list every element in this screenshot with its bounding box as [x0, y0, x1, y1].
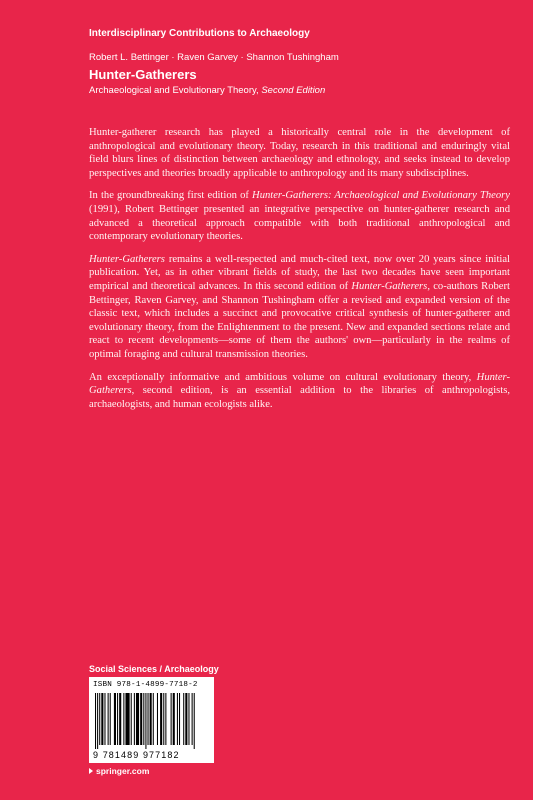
barcode-bar	[150, 693, 152, 745]
barcode-bars	[93, 693, 210, 749]
header-block	[89, 28, 509, 96]
barcode-bar	[157, 693, 158, 745]
book-authors: Robert L. Bettinger · Raven Garvey · Shannon Tushingham	[89, 52, 339, 63]
subtitle-main: Archaeological and Evolutionary Theory,	[89, 85, 262, 96]
arrow-icon	[89, 768, 93, 774]
p3-book-title-1: Hunter-Gatherers	[89, 253, 165, 265]
p2-text-b: (1991), Robert Bettinger presented an integrative perspective on hunter-gatherer research and advanced a theoretical approach compatible with both traditional anthropological and contemporary evolutionary theories.	[89, 203, 510, 243]
barcode-bar	[143, 693, 144, 745]
p2-book-title: Hunter-Gatherers: Archaeological and Evolutionary Theory	[252, 190, 510, 202]
barcode	[89, 677, 214, 763]
isbn-label: ISBN 978-1-4899-7718-2	[93, 681, 198, 689]
blurb-text	[89, 126, 510, 411]
barcode-bar	[95, 693, 96, 749]
p3-book-title-2: Hunter-Gatherers	[351, 280, 428, 292]
blurb-paragraph-2	[89, 189, 510, 243]
series-title: Interdisciplinary Contributions to Archaeology	[89, 28, 310, 39]
barcode-bar	[145, 693, 146, 749]
p3-text-a: remains a well-respected and much-cited text, now over 20 years since initial publication. Yet, as in other vibrant fields of study, the last two decades have seen important empirical and theoretical advances. In this second edition of	[89, 253, 510, 292]
blurb-paragraph-4	[89, 371, 510, 412]
barcode-bar	[97, 693, 98, 749]
p3-text-b: , co-authors Robert Bettinger, Raven Garvey, and Shannon Tushingham offer a revised and expanded version of the classic text, which includes a succinct and provocative critical synthesis of hunter-gatherer and evolutionary theory, from the Enlightenment to the present. New and expanded sections relate and react to recent developments—some of them the authors' own—particularly in the realms of optimal foraging and cultural transmission theories.	[89, 280, 510, 360]
barcode-bar	[140, 693, 142, 745]
book-subtitle	[89, 85, 509, 96]
barcode-bar	[117, 693, 118, 745]
subject-category: Social Sciences / Archaeology	[89, 664, 219, 674]
p4-text-a: An exceptionally informative and ambitious volume on cultural evolutionary theory,	[89, 371, 477, 383]
barcode-bar	[123, 693, 124, 745]
barcode-bar	[153, 693, 154, 745]
barcode-bar	[125, 693, 129, 745]
barcode-bar	[185, 693, 187, 745]
barcode-bar	[163, 693, 164, 745]
footer-block	[89, 664, 259, 776]
barcode-bar	[134, 693, 135, 745]
barcode-bar	[171, 693, 172, 745]
barcode-bar	[179, 693, 180, 745]
barcode-bar	[110, 693, 111, 745]
p4-book-title: Hunter-Gatherers	[89, 371, 510, 397]
barcode-bar	[188, 693, 189, 745]
barcode-bar	[119, 693, 121, 745]
barcode-bar	[108, 693, 109, 745]
subtitle-edition: Second Edition	[261, 85, 326, 96]
barcode-bar	[101, 693, 103, 745]
p2-text-a: In the groundbreaking first edition of	[89, 190, 253, 202]
barcode-bar	[160, 693, 162, 745]
barcode-bar	[148, 693, 149, 745]
barcode-bar	[165, 693, 166, 745]
barcode-bar	[173, 693, 175, 745]
blurb-paragraph-3	[89, 253, 510, 362]
barcode-bar	[131, 693, 132, 745]
blurb-paragraph-1: Hunter-gatherer research has played a historically central role in the development of anthropological and evolutionary theory. Today, research in this traditional and enduringly vital field blurs lines of distinction between archaeology and ethnology, and seeks instead to develop perspectives and theories broadly applicable to anthropology and its many subdisciplines.	[89, 127, 510, 179]
publisher-url: springer.com	[96, 766, 150, 776]
barcode-bar	[99, 693, 100, 745]
publisher-link	[89, 766, 259, 776]
barcode-bar	[177, 693, 178, 745]
barcode-bar	[104, 693, 105, 745]
barcode-bar	[183, 693, 184, 745]
barcode-bar	[114, 693, 116, 745]
barcode-bar	[192, 693, 193, 745]
barcode-bar	[194, 693, 195, 749]
ean-digits: 9 781489 977182	[93, 750, 180, 760]
barcode-bar	[136, 693, 139, 745]
p4-text-b: , second edition, is an essential addition to the libraries of anthropologists, archaeologists, and human ecologists alike.	[89, 385, 510, 410]
book-title: Hunter-Gatherers	[89, 67, 197, 82]
